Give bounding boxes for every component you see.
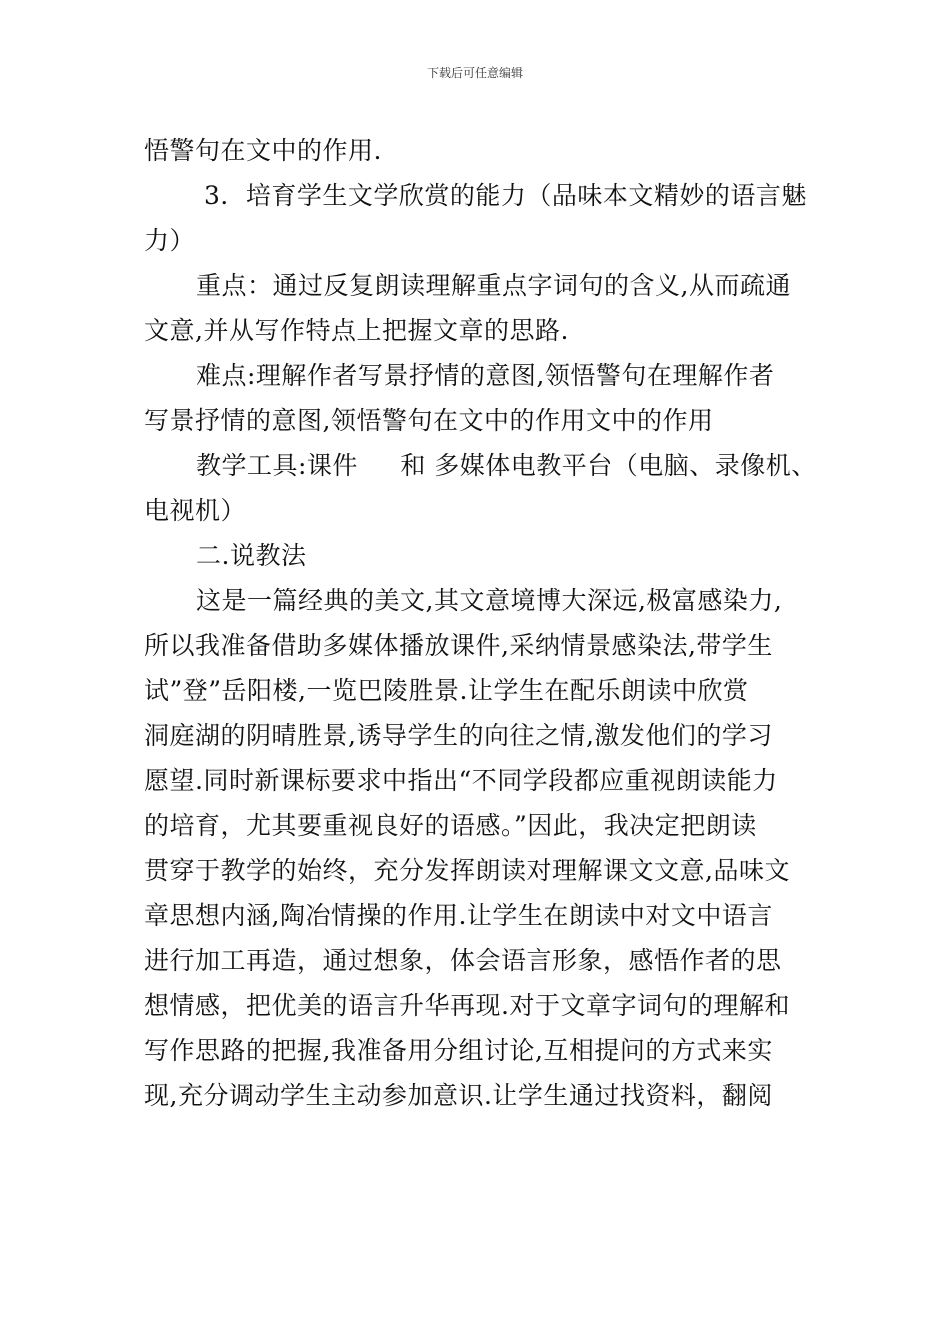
text-line: 3．培育学生文学欣赏的能力（品味本文精妙的语言魅 bbox=[204, 181, 807, 210]
text-line: 章思想内涵,陶冶情操的作用.让学生在朗读中对文中语言 bbox=[144, 901, 773, 930]
text-line: 文意,并从写作特点上把握文章的思路. bbox=[144, 316, 569, 345]
text-line: 写景抒情的意图,领悟警句在文中的作用文中的作用 bbox=[144, 406, 714, 435]
paragraph-objective-3 bbox=[144, 173, 824, 263]
paragraph-difficulty bbox=[144, 353, 824, 443]
paragraph-teaching-tools bbox=[144, 443, 824, 533]
text-line: 教学工具:课件 和 多媒体电教平台（电脑、录像机、 bbox=[196, 451, 817, 480]
text-line: 想情感，把优美的语言升华再现.对于文章字词句的理解和 bbox=[144, 991, 790, 1020]
text-line: 力） bbox=[144, 226, 196, 255]
text-line: 电视机） bbox=[144, 496, 247, 525]
text-line: 这是一篇经典的美文,其文意境博大深远,极富感染力, bbox=[196, 586, 783, 615]
text-line: 愿望.同时新课标要求中指出“不同学段都应重视朗读能力 bbox=[144, 766, 778, 795]
text-line: 洞庭湖的阴晴胜景,诱导学生的向往之情,激发他们的学习 bbox=[144, 721, 773, 750]
text-line: 写作思路的把握,我准备用分组讨论,互相提问的方式来实 bbox=[144, 1036, 773, 1065]
text-line: 所以我准备借助多媒体播放课件,采纳情景感染法,带学生 bbox=[144, 631, 773, 660]
text-line: 悟警句在文中的作用. bbox=[144, 136, 382, 165]
text-line: 二.说教法 bbox=[196, 541, 307, 570]
text-line: 贯穿于教学的始终，充分发挥朗读对理解课文文意,品味文 bbox=[144, 856, 790, 885]
text-line: 现,充分调动学生主动参加意识.让学生通过找资料，翻阅 bbox=[144, 1081, 773, 1110]
text-line: 难点:理解作者写景抒情的意图,领悟警句在理解作者 bbox=[196, 361, 775, 390]
page-header: 下载后可任意编辑 bbox=[426, 66, 523, 80]
section-heading-teaching-method bbox=[144, 533, 824, 578]
paragraph-continuation bbox=[144, 128, 824, 173]
text-line: 的培育，尤其要重视良好的语感。”因此，我决定把朗读 bbox=[144, 811, 757, 840]
paragraph-key-point bbox=[144, 263, 824, 353]
document-body bbox=[144, 128, 824, 1118]
text-line: 试”登”岳阳楼,一览巴陵胜景.让学生在配乐朗读中欣赏 bbox=[144, 676, 749, 705]
text-line: 重点：通过反复朗读理解重点字词句的含义,从而疏通 bbox=[196, 271, 791, 300]
text-line: 进行加工再造，通过想象，体会语言形象，感悟作者的思 bbox=[144, 946, 782, 975]
paragraph-teaching-method bbox=[144, 578, 824, 1118]
